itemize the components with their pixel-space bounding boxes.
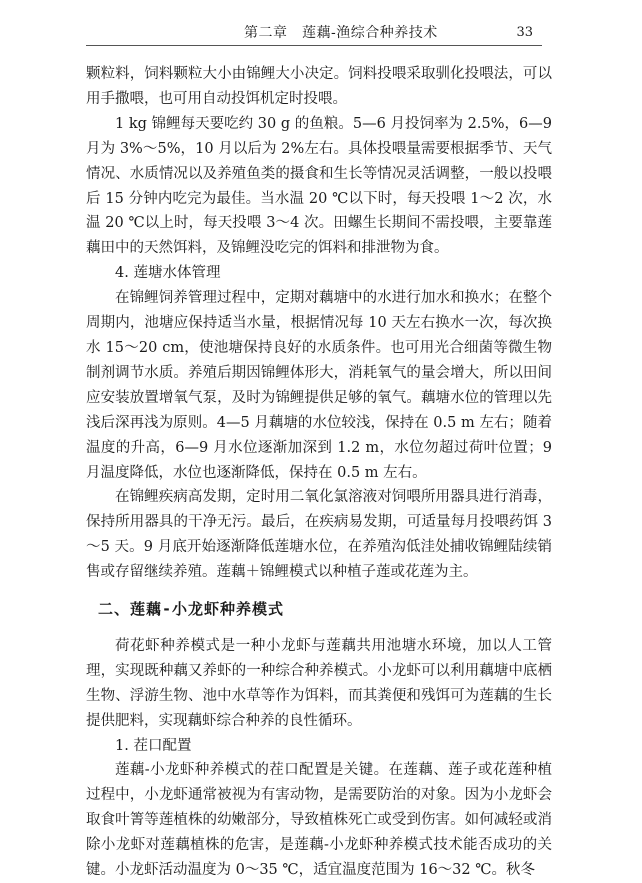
page-body [86, 62, 552, 883]
paragraph-water-management: 在锦鲤饲养管理过程中，定期对藕塘中的水进行加水和换水；在整个周期内，池塘应保持适当水量，根据情况每 10 天左右换水一次，每次换水 15～20 cm，使池塘保持良好的水质条件。也可用光合细菌等微生物制剂调节水质。养殖后期因锦鲤体形大，消耗氧气的量会增大，所以田间应安装放置增氧气泵，及时为锦鲤提供足够的氧气。藕塘水位的管理以先浅后深再浅为原则。4—5 月藕塘的水位较浅，保持在 0.5 m 左右；随着温度的升高，6—9 月水位逐渐加深到 1.2 m，水位勿超过荷叶位置；9 月温度降低，水位也逐渐降低，保持在 0.5 m 左右。 [86, 290, 552, 481]
header-rule [86, 45, 542, 46]
running-header [86, 23, 541, 43]
paragraph-crayfish-intro: 荷花虾种养模式是一种小龙虾与莲藕共用池塘水环境，加以人工管理，实现既种藕又养虾的一种综合种养模式。小龙虾可以利用藕塘中底栖生物、浮游生物、池中水草等作为饵料，而其粪便和残饵可为莲藕的生长提供肥料，实现藕虾综合种养的良性循环。 [86, 637, 552, 729]
paragraph-crop-rotation: 莲藕-小龙虾种养模式的茬口配置是关键。在莲藕、莲子或花莲种植过程中，小龙虾通常被视为有害动物，是需要防治的对象。因为小龙虾会取食叶箐等莲植株的幼嫩部分，导致植株死亡或受到伤害。如何减轻或消除小龙虾对莲藕植株的危害，是莲藕-小龙虾种养模式技术能否成功的关键。小龙虾活动温度为 0～35 ℃，适宜温度范围为 16～32 ℃。秋冬 [86, 762, 552, 879]
paragraph-disease-control: 在锦鲤疾病高发期，定时用二氧化氯溶液对饲喂所用器具进行消毒，保持所用器具的干净无污。最后，在疾病易发期，可适量每月投喂药饵 3～5 天。9 月底开始逐渐降低莲塘水位，在养殖沟低洼处捕收锦鲤陆续销售或存留继续养殖。莲藕＋锦鲤模式以种植子莲或花莲为主。 [86, 489, 552, 581]
chapter-title: 第二章 莲藕-渔综合种养技术 [244, 25, 438, 41]
subheading-crop-rotation: 1. 茬口配置 [115, 737, 192, 754]
paragraph-continued: 颗粒料，饲料颗粒大小由锦鲤大小决定。饲料投喂采取驯化投喂法，可以用手撒喂，也可用自动投饵机定时投喂。 [86, 66, 552, 107]
subheading-water-management: 4. 莲塘水体管理 [115, 265, 221, 282]
section-heading-crayfish: 二、莲藕-小龙虾种养模式 [98, 600, 285, 619]
page-number: 33 [516, 25, 533, 40]
paragraph-feeding-rate: 1 kg 锦鲤每天要吃约 30 g 的鱼粮。5—6 月投饲率为 2.5%，6—9 月为 3%～5%，10 月以后为 2%左右。具体投喂量需要根据季节、天气情况、水质情况以及养殖鱼类的摄食和生长等情况灵活调整，一般以投喂后 15 分钟内吃完为最佳。当水温 20 ℃以下时，每天投喂 1～2 次，水温 20 ℃以上时，每天投喂 3～4 次。田螺生长期间不需投喂，主要靠莲藕田中的天然饵料，及锦鲤没吃完的饵料和排泄物为食。 [86, 115, 552, 257]
